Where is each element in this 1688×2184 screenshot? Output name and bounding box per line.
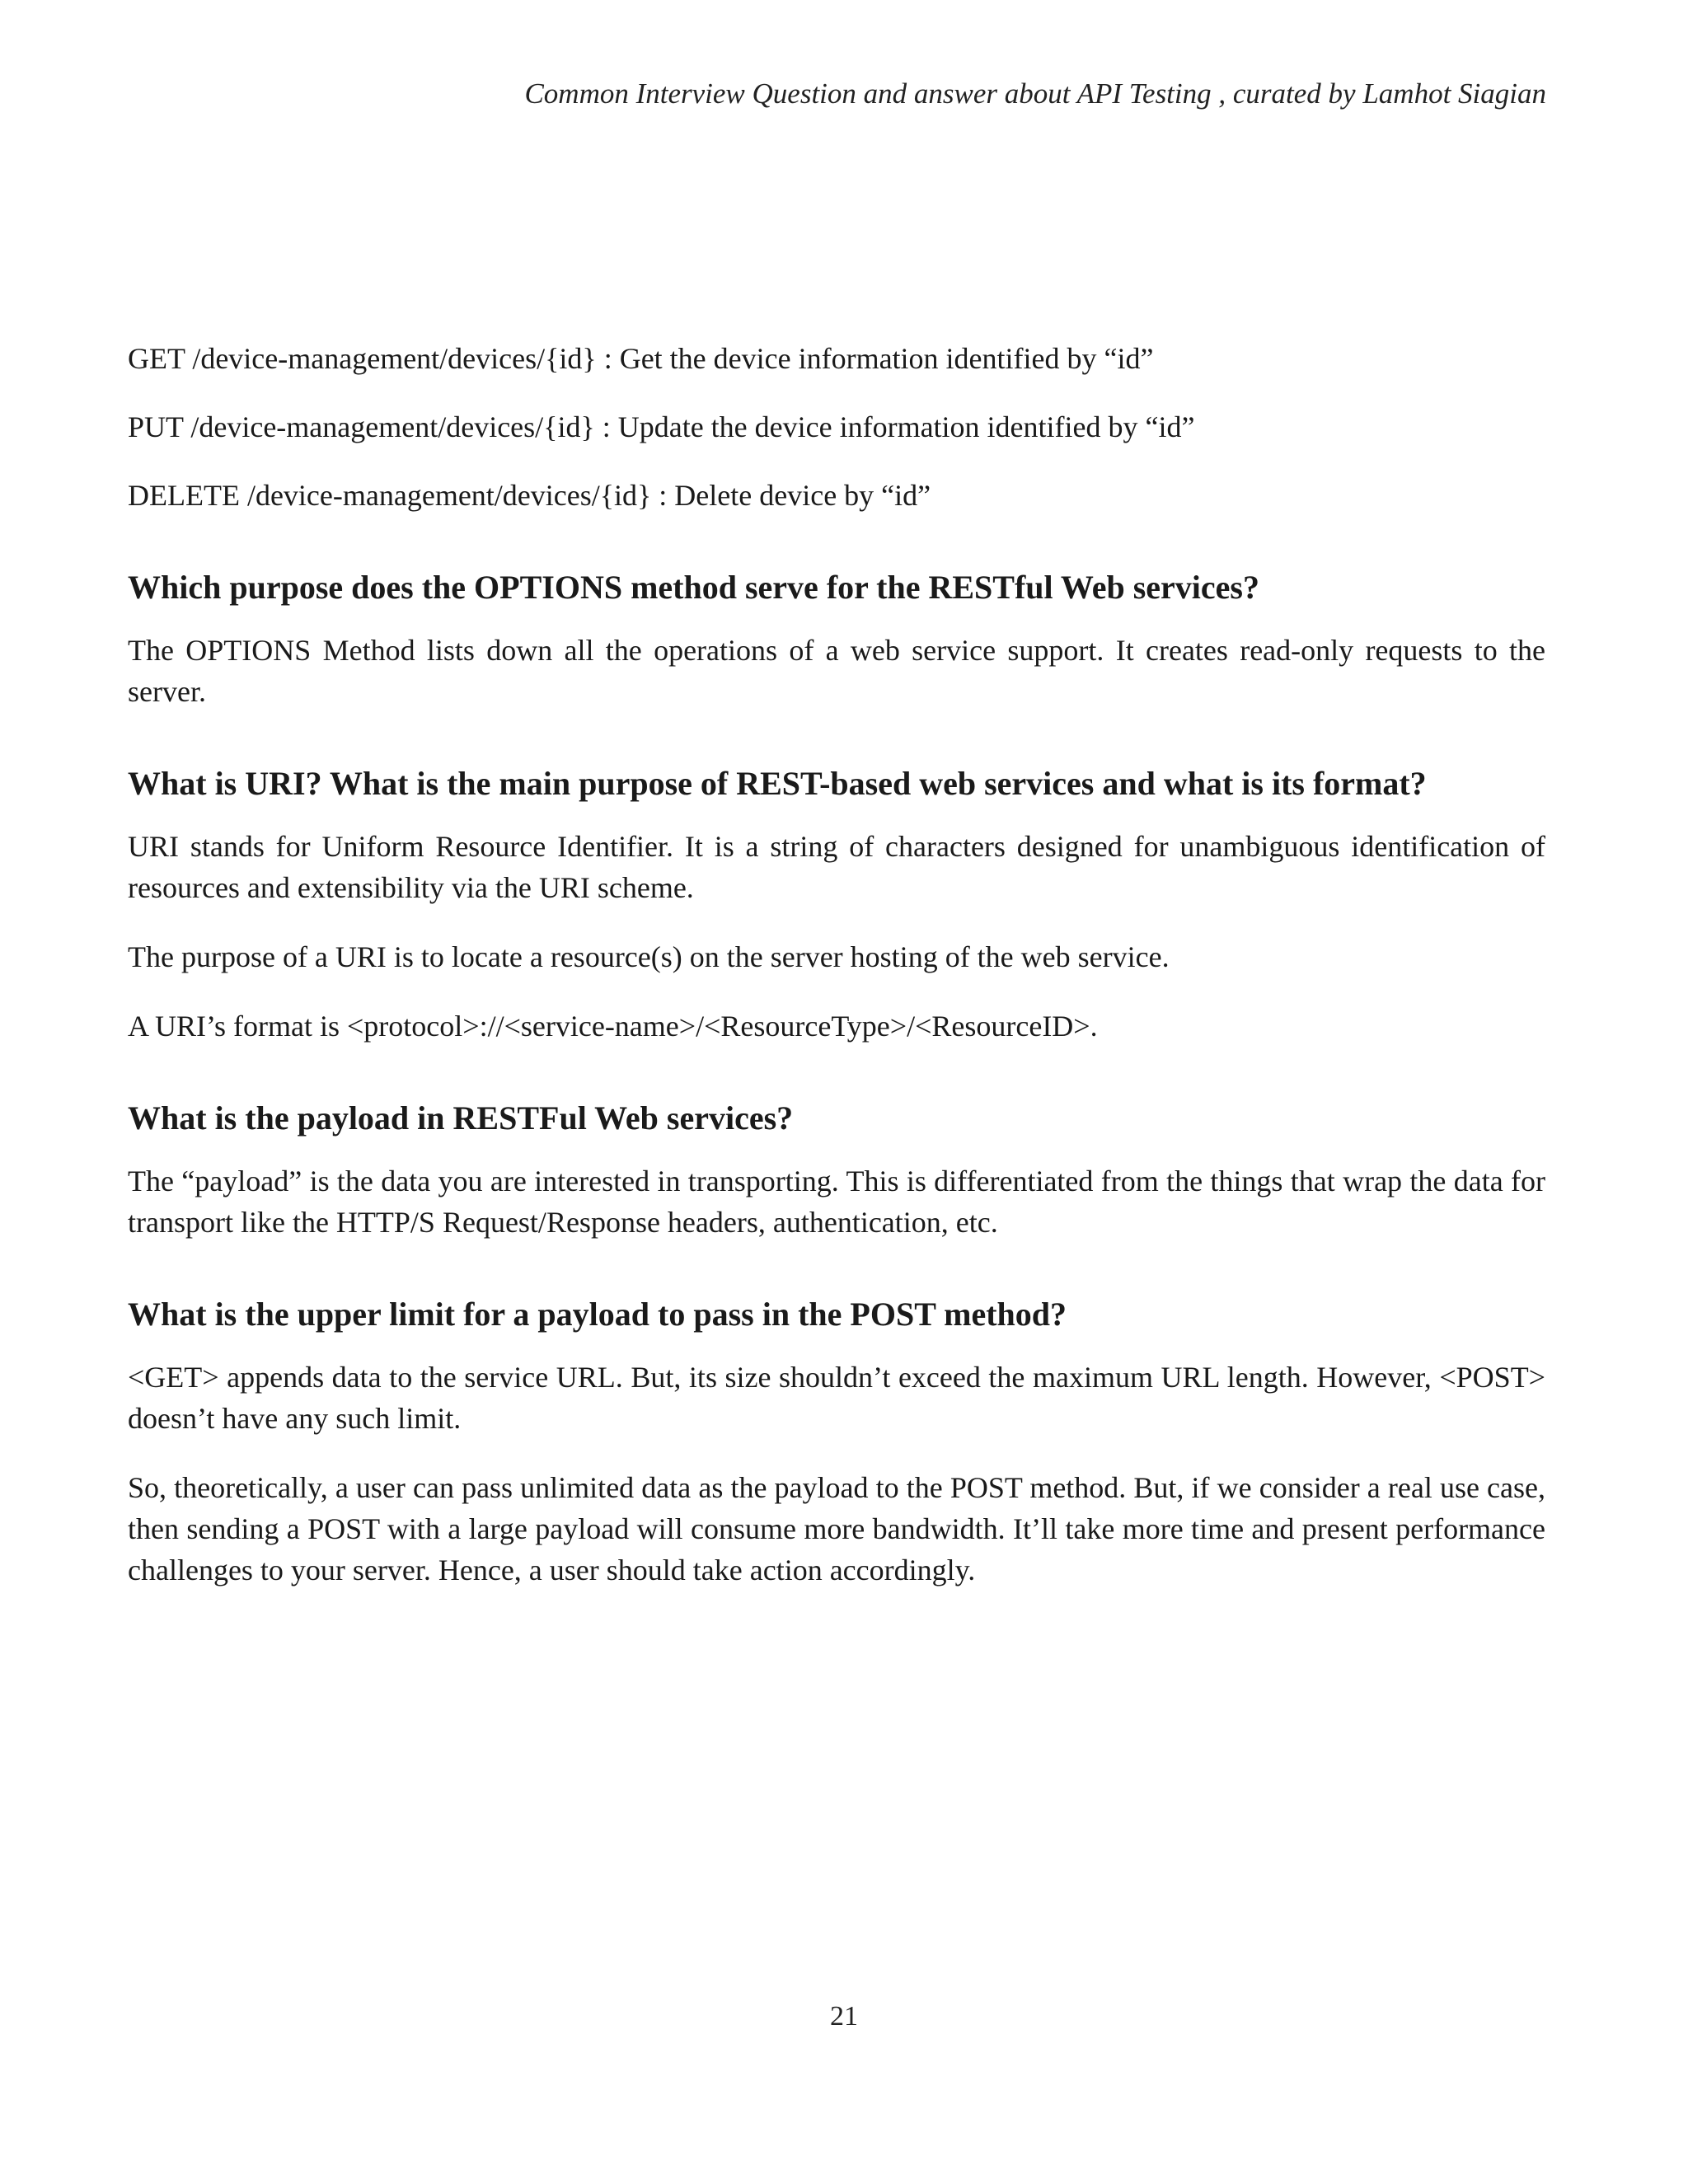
answer-paragraph: So, theoretically, a user can pass unlimited data as the payload to the POST method. But, if we consider a real use case, then sending a POST with a large payload will consume more bandwidth. It’ll take more time and present performance challenges to your server. Hence, a user should take action accordingly. xyxy=(128,1471,1545,1586)
question-post-limit: What is the upper limit for a payload to pass in the POST method? xyxy=(128,1296,1067,1333)
answer-paragraph: The OPTIONS Method lists down all the operations of a web service support. It creates read-only requests to the server. xyxy=(128,634,1545,708)
document-body xyxy=(128,338,1545,1619)
question-uri: What is URI? What is the main purpose of REST-based web services and what is its format? xyxy=(128,765,1427,802)
page-number: 21 xyxy=(830,2001,858,2032)
endpoint-delete: DELETE /device-management/devices/{id} : Delete device by “id” xyxy=(128,479,931,512)
endpoint-put: PUT /device-management/devices/{id} : Update the device information identified by “id” xyxy=(128,410,1195,443)
answer-paragraph: <GET> appends data to the service URL. But, its size shouldn’t exceed the maximum URL length. However, <POST> doesn’t have any such limit. xyxy=(128,1361,1545,1435)
page-header: Common Interview Question and answer about API Testing , curated by Lamhot Siagian xyxy=(524,77,1546,110)
question-options-method: Which purpose does the OPTIONS method serve for the RESTful Web services? xyxy=(128,569,1259,606)
answer-paragraph: URI stands for Uniform Resource Identifier. It is a string of characters designed for unambiguous identification of resources and extensibility via the URI scheme. xyxy=(128,830,1545,904)
question-payload: What is the payload in RESTFul Web services? xyxy=(128,1099,794,1137)
endpoint-get: GET /device-management/devices/{id} : Get the device information identified by “id” xyxy=(128,342,1154,375)
answer-paragraph: The “payload” is the data you are interested in transporting. This is differentiated from the things that wrap the data for transport like the HTTP/S Request/Response headers, authentication, etc. xyxy=(128,1165,1545,1239)
answer-paragraph: The purpose of a URI is to locate a resource(s) on the server hosting of the web service. xyxy=(128,940,1170,973)
answer-paragraph: A URI’s format is <protocol>://<service-name>/<ResourceType>/<ResourceID>. xyxy=(128,1010,1098,1043)
